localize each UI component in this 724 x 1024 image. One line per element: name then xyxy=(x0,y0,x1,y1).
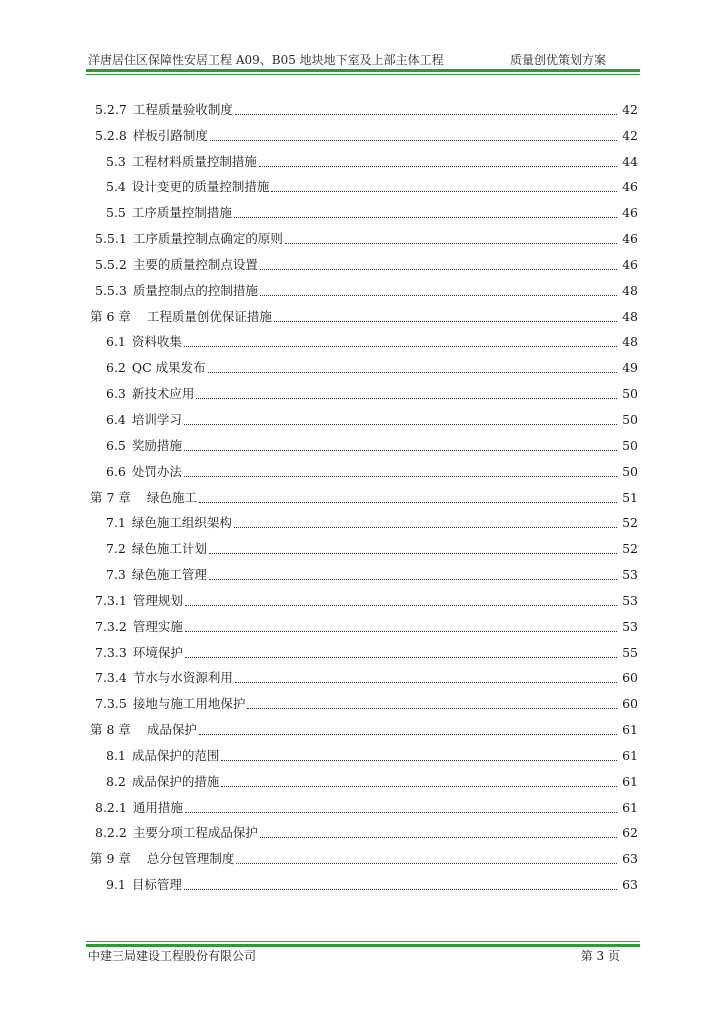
toc-entry-page: 61 xyxy=(622,722,638,738)
toc-entry-page: 50 xyxy=(622,437,638,453)
toc-entry-label xyxy=(106,464,183,480)
toc-entry[interactable] xyxy=(88,273,638,299)
toc-entry-label xyxy=(106,154,258,170)
toc-entry-number: 8.2 xyxy=(106,773,126,789)
toc-entry-label xyxy=(95,825,259,841)
toc-entry[interactable] xyxy=(88,350,638,376)
toc-entry-page: 63 xyxy=(622,851,638,867)
toc-entry[interactable] xyxy=(88,738,638,764)
toc-entry-page: 46 xyxy=(622,256,638,272)
toc-entry-number: 6.5 xyxy=(106,437,126,453)
toc-entry-page: 42 xyxy=(622,101,638,117)
toc-dot-leader xyxy=(184,424,617,425)
toc-dot-leader xyxy=(196,398,617,399)
toc-entry-label xyxy=(106,748,220,764)
toc-entry-label xyxy=(95,283,259,299)
toc-dot-leader xyxy=(234,527,617,528)
toc-entry[interactable] xyxy=(88,428,638,454)
toc-entry-label xyxy=(95,257,259,273)
toc-entry[interactable] xyxy=(88,583,638,609)
toc-entry-label xyxy=(95,593,184,609)
toc-entry-label xyxy=(95,128,209,144)
toc-entry[interactable] xyxy=(88,790,638,816)
toc-entry[interactable] xyxy=(88,195,638,221)
toc-entry[interactable] xyxy=(88,402,638,428)
footer-rule-thick xyxy=(86,944,640,947)
toc-entry-title: 绿色施工 xyxy=(146,489,197,505)
toc-entry-number: 7.3.5 xyxy=(95,696,127,712)
toc-entry-number: 5.5.3 xyxy=(95,282,127,298)
toc-entry-label xyxy=(90,490,198,506)
toc-entry[interactable] xyxy=(88,764,638,790)
toc-entry-page: 49 xyxy=(622,360,638,376)
toc-dot-leader xyxy=(260,295,617,296)
toc-entry-label xyxy=(106,360,207,376)
toc-entry-page: 63 xyxy=(622,877,638,893)
toc-entry-title: 接地与施工用地保护 xyxy=(132,696,246,712)
toc-entry-number: 第 6 章 xyxy=(90,308,131,324)
toc-entry-page: 52 xyxy=(622,515,638,531)
toc-entry[interactable] xyxy=(88,480,638,506)
toc-entry-page: 61 xyxy=(622,799,638,815)
toc-entry-page: 62 xyxy=(622,825,638,841)
toc-entry-label xyxy=(106,179,270,195)
toc-dot-leader xyxy=(235,682,617,683)
toc-entry[interactable] xyxy=(88,867,638,893)
toc-entry[interactable] xyxy=(88,609,638,635)
toc-entry-label xyxy=(90,851,235,867)
toc-dot-leader xyxy=(271,191,617,192)
toc-entry-title: 环境保护 xyxy=(132,644,183,660)
toc-entry[interactable] xyxy=(88,816,638,842)
toc-entry-label xyxy=(95,231,284,247)
toc-entry-page: 48 xyxy=(622,282,638,298)
toc-entry-label xyxy=(106,541,208,557)
toc-entry-number: 6.1 xyxy=(106,334,126,350)
toc-entry-page: 60 xyxy=(622,670,638,686)
table-of-contents xyxy=(88,92,638,893)
toc-entry[interactable] xyxy=(88,686,638,712)
toc-entry-number: 5.2.8 xyxy=(95,127,127,143)
toc-entry-label xyxy=(106,567,208,583)
toc-entry-title: 奖励措施 xyxy=(131,437,182,453)
toc-entry[interactable] xyxy=(88,712,638,738)
toc-entry-number: 5.5.1 xyxy=(95,231,127,247)
toc-entry-number: 第 7 章 xyxy=(90,489,131,505)
toc-entry-label xyxy=(106,334,183,350)
toc-entry-page: 46 xyxy=(622,205,638,221)
toc-dot-leader xyxy=(199,734,617,735)
toc-entry-title: 工序质量控制措施 xyxy=(131,205,232,221)
toc-entry-label xyxy=(95,619,184,635)
toc-entry-page: 61 xyxy=(622,773,638,789)
toc-entry-title: 样板引路制度 xyxy=(132,127,208,143)
toc-entry-title: 绿色施工管理 xyxy=(131,567,207,583)
page-footer xyxy=(88,948,638,964)
toc-entry-number: 6.6 xyxy=(106,463,126,479)
toc-entry-label xyxy=(90,722,198,738)
toc-entry-page: 53 xyxy=(622,567,638,583)
toc-entry[interactable] xyxy=(88,221,638,247)
toc-dot-leader xyxy=(184,346,617,347)
toc-entry[interactable] xyxy=(88,325,638,351)
toc-dot-leader xyxy=(184,476,617,477)
toc-entry-page: 52 xyxy=(622,541,638,557)
toc-entry-page: 48 xyxy=(622,308,638,324)
toc-entry-title: 成品保护的措施 xyxy=(131,773,220,789)
toc-entry-page: 48 xyxy=(622,334,638,350)
toc-entry-label xyxy=(90,309,273,325)
toc-entry[interactable] xyxy=(88,299,638,325)
toc-entry-number: 7.1 xyxy=(106,515,126,531)
toc-entry-label xyxy=(106,386,195,402)
toc-entry-title: 处罚办法 xyxy=(131,463,182,479)
toc-dot-leader xyxy=(208,372,617,373)
toc-entry-label xyxy=(106,877,183,893)
toc-entry-title: 质量控制点的控制措施 xyxy=(132,282,258,298)
toc-entry-title: 资料收集 xyxy=(131,334,182,350)
toc-dot-leader xyxy=(221,786,617,787)
page-header xyxy=(88,52,638,68)
toc-entry-title: 目标管理 xyxy=(131,877,182,893)
toc-dot-leader xyxy=(260,269,617,270)
toc-entry-number: 8.2.2 xyxy=(95,825,127,841)
toc-entry-title: 绿色施工组织架构 xyxy=(131,515,232,531)
toc-entry[interactable] xyxy=(88,661,638,687)
toc-entry-page: 61 xyxy=(622,747,638,763)
toc-entry[interactable] xyxy=(88,635,638,661)
toc-entry-title: 新技术应用 xyxy=(131,386,195,402)
header-rule-thick xyxy=(86,69,640,72)
toc-entry-number: 6.4 xyxy=(106,411,126,427)
toc-entry-page: 60 xyxy=(622,696,638,712)
toc-entry-page: 50 xyxy=(622,411,638,427)
toc-entry-page: 53 xyxy=(622,618,638,634)
toc-dot-leader xyxy=(199,502,617,503)
toc-dot-leader xyxy=(274,321,617,322)
toc-entry-number: 7.3.2 xyxy=(95,618,127,634)
toc-entry-label xyxy=(106,515,233,531)
toc-dot-leader xyxy=(259,166,617,167)
toc-entry-title: QC 成果发布 xyxy=(131,360,206,376)
toc-entry-title: 工程质量验收制度 xyxy=(132,101,233,117)
toc-entry-page: 51 xyxy=(622,489,638,505)
toc-entry[interactable] xyxy=(88,557,638,583)
toc-dot-leader xyxy=(185,605,617,606)
toc-entry-label xyxy=(95,645,184,661)
toc-dot-leader xyxy=(185,631,617,632)
toc-dot-leader xyxy=(185,812,617,813)
toc-dot-leader xyxy=(235,114,617,115)
toc-entry-title: 培训学习 xyxy=(131,411,182,427)
toc-dot-leader xyxy=(184,889,617,890)
toc-entry-title: 管理规划 xyxy=(132,592,183,608)
toc-entry[interactable] xyxy=(88,376,638,402)
toc-entry-number: 5.4 xyxy=(106,179,126,195)
toc-dot-leader xyxy=(209,579,617,580)
toc-entry-page: 55 xyxy=(622,644,638,660)
toc-entry-number: 5.3 xyxy=(106,153,126,169)
toc-entry-label xyxy=(95,800,184,816)
toc-entry-title: 主要分项工程成品保护 xyxy=(132,825,258,841)
toc-entry-page: 44 xyxy=(622,153,638,169)
toc-entry-page: 50 xyxy=(622,386,638,402)
toc-entry[interactable] xyxy=(88,247,638,273)
footer-page-number: 第 3 页 xyxy=(580,949,620,963)
toc-entry-title: 节水与水资源利用 xyxy=(132,670,233,686)
toc-entry-title: 总分包管理制度 xyxy=(146,851,235,867)
header-doc-title: 质量创优策划方案 xyxy=(509,53,606,67)
toc-entry-title: 绿色施工计划 xyxy=(131,541,207,557)
toc-entry-title: 工程材料质量控制措施 xyxy=(131,153,257,169)
toc-entry-page: 46 xyxy=(622,179,638,195)
toc-entry-page: 42 xyxy=(622,127,638,143)
toc-entry-number: 7.3.3 xyxy=(95,644,127,660)
toc-entry-title: 主要的质量控制点设置 xyxy=(132,256,258,272)
toc-entry-label xyxy=(106,774,220,790)
toc-entry-number: 8.1 xyxy=(106,747,126,763)
toc-entry-number: 7.3.4 xyxy=(95,670,127,686)
footer-company: 中建三局建设工程股份有限公司 xyxy=(88,949,257,963)
toc-entry-page: 46 xyxy=(622,231,638,247)
toc-entry[interactable] xyxy=(88,841,638,867)
toc-entry-title: 工程质量创优保证措施 xyxy=(146,308,272,324)
toc-entry-number: 6.3 xyxy=(106,386,126,402)
toc-entry-number: 7.2 xyxy=(106,541,126,557)
toc-dot-leader xyxy=(234,217,617,218)
toc-entry-title: 成品保护的范围 xyxy=(131,747,220,763)
toc-dot-leader xyxy=(247,708,617,709)
toc-entry-title: 设计变更的质量控制措施 xyxy=(131,179,270,195)
toc-dot-leader xyxy=(185,657,617,658)
toc-dot-leader xyxy=(285,243,617,244)
toc-entry-label xyxy=(95,670,234,686)
toc-dot-leader xyxy=(236,863,617,864)
toc-entry-number: 第 9 章 xyxy=(90,851,131,867)
toc-entry-number: 9.1 xyxy=(106,877,126,893)
toc-entry-number: 6.2 xyxy=(106,360,126,376)
toc-entry-page: 50 xyxy=(622,463,638,479)
toc-dot-leader xyxy=(184,450,617,451)
toc-entry-title: 通用措施 xyxy=(132,799,183,815)
header-rule-thin xyxy=(86,74,640,75)
header-project-title: 洋唐居住区保障性安居工程 A09、B05 地块地下室及上部主体工程 xyxy=(88,53,444,67)
toc-entry-label xyxy=(106,205,233,221)
toc-entry-number: 8.2.1 xyxy=(95,799,127,815)
toc-entry-number: 5.5.2 xyxy=(95,256,127,272)
toc-dot-leader xyxy=(209,553,617,554)
toc-entry-title: 成品保护 xyxy=(146,722,197,738)
toc-entry-label xyxy=(95,696,246,712)
toc-entry-label xyxy=(106,438,183,454)
toc-entry-number: 5.2.7 xyxy=(95,101,127,117)
toc-entry[interactable] xyxy=(88,170,638,196)
toc-entry-page: 53 xyxy=(622,592,638,608)
toc-entry-title: 工序质量控制点确定的原则 xyxy=(132,231,283,247)
toc-entry-title: 管理实施 xyxy=(132,618,183,634)
toc-entry-label xyxy=(95,102,234,118)
toc-entry-number: 7.3.1 xyxy=(95,592,127,608)
toc-entry[interactable] xyxy=(88,118,638,144)
toc-dot-leader xyxy=(221,760,617,761)
toc-entry[interactable] xyxy=(88,531,638,557)
footer-rule-thin xyxy=(86,941,640,942)
toc-entry[interactable] xyxy=(88,92,638,118)
toc-entry-number: 第 8 章 xyxy=(90,722,131,738)
toc-entry[interactable] xyxy=(88,144,638,170)
toc-entry[interactable] xyxy=(88,454,638,480)
toc-entry-number: 7.3 xyxy=(106,567,126,583)
toc-entry-number: 5.5 xyxy=(106,205,126,221)
toc-entry-label xyxy=(106,412,183,428)
toc-dot-leader xyxy=(210,140,617,141)
toc-entry[interactable] xyxy=(88,506,638,532)
toc-dot-leader xyxy=(260,837,617,838)
